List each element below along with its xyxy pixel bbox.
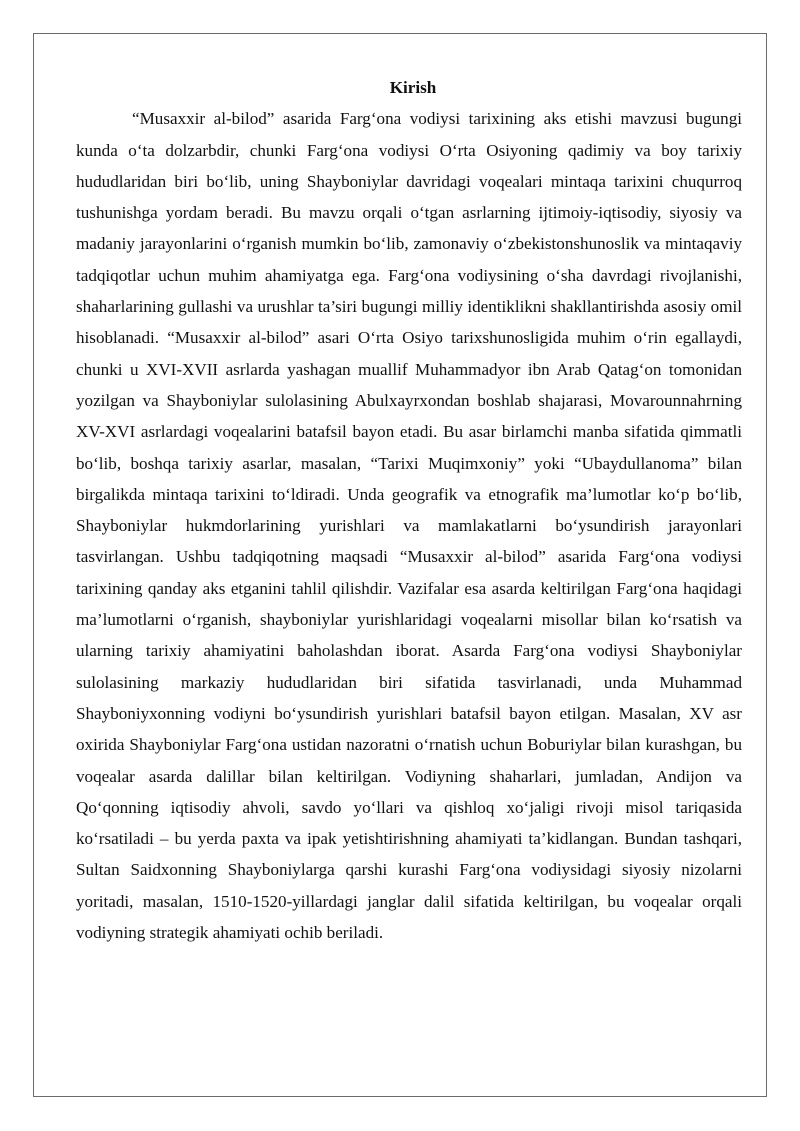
document-body bbox=[76, 72, 742, 948]
body-paragraph: “Musaxxir al-bilod” asarida Farg‘ona vodiysi tarixining aks etishi mavzusi bugungi kunda o‘ta dolzarbdir, chunki Farg‘ona vodiysi O‘rta Osiyoning qadimiy va boy tarixiy hududlaridan biri bo‘lib, uning Shayboniylar davridagi voqealari mintaqa tarixini chuqurroq tushunishga yordam beradi. Bu mavzu orqali o‘tgan asrlarning ijtimoiy-iqtisodiy, siyosiy va madaniy jarayonlarini o‘rganish mumkin bo‘lib, zamonaviy o‘zbekistonshunoslik va mintaqaviy tadqiqotlar uchun muhim ahamiyatga ega. Farg‘ona vodiysining o‘sha davrdagi rivojlanishi, shaharlarining gullashi va urushlar ta’siri bugungi milliy identiklikni shakllantirishda asosiy omil hisoblanadi. “Musaxxir al-bilod” asari O‘rta Osiyo tarixshunosligida muhim o‘rin egallaydi, chunki u XVI-XVII asrlarda yashagan muallif Muhammadyor ibn Arab Qatag‘on tomonidan yozilgan va Shayboniylar sulolasining Abulxayrxondan boshlab shajarasi, Movarounnahrning XV-XVI asrlardagi voqealarini batafsil bayon etadi. Bu asar birlamchi manba sifatida qimmatli bo‘lib, boshqa tarixiy asarlar, masalan, “Tarixi Muqimxoniy” yoki “Ubaydullanoma” bilan birgalikda mintaqa tarixini to‘ldiradi. Unda geografik va etnografik ma’lumotlar ko‘p bo‘lib, Shayboniylar hukmdorlarining yurishlari va mamlakatlarni bo‘ysundirish jarayonlari tasvirlangan. Ushbu tadqiqotning maqsadi “Musaxxir al-bilod” asarida Farg‘ona vodiysi tarixining qanday aks etganini tahlil qilishdir. Vazifalar esa asarda keltirilgan Farg‘ona haqidagi ma’lumotlarni o‘rganish, shayboniylar yurishlaridagi voqealarni misollar bilan ko‘rsatish va ularning tarixiy ahamiyatini baholashdan iborat. Asarda Farg‘ona vodiysi Shayboniylar sulolasining markaziy hududlaridan biri sifatida tasvirlanadi, unda Muhammad Shayboniyxonning vodiyni bo‘ysundirish yurishlari batafsil bayon etilgan. Masalan, XV asr oxirida Shayboniylar Farg‘ona ustidan nazoratni o‘rnatish uchun Boburiylar bilan kurashgan, bu voqealar asarda dalillar bilan keltirilgan. Vodiyning shaharlari, jumladan, Andijon va Qo‘qonning iqtisodiy ahvoli, savdo yo‘llari va qishloq xo‘jaligi rivoji misol tariqasida ko‘rsatiladi – bu yerda paxta va ipak yetishtirishning ahamiyati ta’kidlangan. Bundan tashqari, Sultan Saidxonning Shayboniylarga qarshi kurashi Farg‘ona vodiysidagi siyosiy nizolarni yoritadi, masalan, 1510-1520-yillardagi janglar dalil sifatida keltirilgan, bu voqealar orqali vodiyning strategik ahamiyati ochib beriladi. bbox=[76, 109, 742, 943]
page-title: Kirish bbox=[389, 78, 437, 97]
